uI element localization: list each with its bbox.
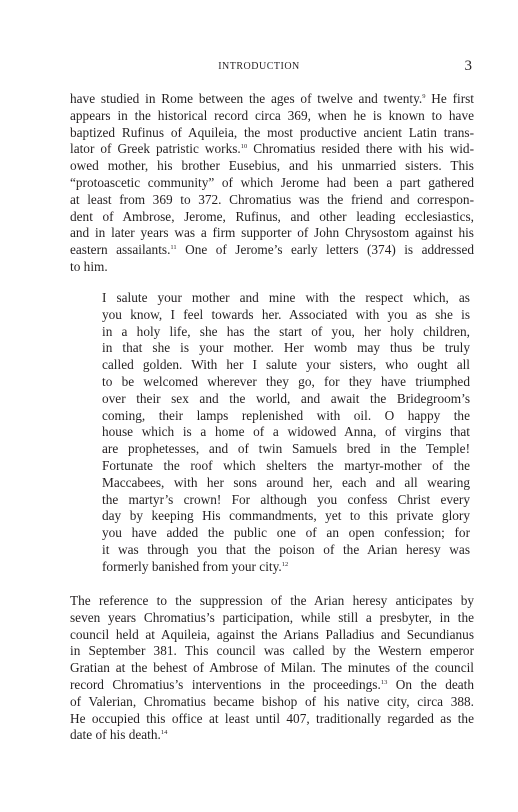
text-line: to him. [70, 258, 108, 274]
footnote-ref: 9 [422, 93, 426, 100]
text-line: in September 381. This council was called by the Western emperor [70, 643, 474, 659]
quote-line: I salute your mother and mine with the respect which, as [102, 290, 470, 305]
quote-line: Fortunate the roof which shelters the martyr-mother of the [102, 457, 470, 473]
text-line: date of his death.$^{14}$ [70, 727, 168, 743]
text-line: at least from 369 to 372. Chromatius was the friend and correspon- [70, 191, 474, 207]
quote-line: in a holy life, she has the start of you, her holy children, [102, 323, 470, 339]
text-line: The reference to the suppression of the Arian heresy anticipates by [70, 593, 474, 608]
text-line: have studied in Rome between the ages of twelve and twenty.$^9$ He first [70, 91, 474, 106]
text-line: baptized Rufinus of Aquileia, the most productive ancient Latin trans- [70, 124, 474, 140]
paragraph-1 [70, 91, 474, 276]
quote-line: formerly banished from your city.$^{12}$ [102, 558, 289, 574]
block-quote [102, 290, 470, 576]
text-line: appears in the historical record circa 369, when he is known to have [70, 107, 474, 123]
quote-line: called golden. With her I salute your sisters, who ought all [102, 357, 470, 373]
text-line: seven years Chromatius’s participation, while still a presbyter, in the [70, 609, 474, 625]
quote-line: day by keeping His commandments, yet to this private glory [102, 508, 470, 524]
quote-line: are prophetesses, and of twin Samuels bred in the Temple! [102, 441, 470, 457]
text-line: He occupied this office at least until 407, traditionally regarded as the [70, 710, 474, 726]
footnote-ref: 14 [160, 729, 168, 737]
quote-line: house which is a home of a widowed Anna, of virgins that [102, 424, 470, 440]
quote-line: it was through you that the poison of the Arian heresy was [102, 541, 470, 557]
text-line: lator of Greek patristic works.$^{10}$ Chromatius resided there with his wid- [70, 141, 474, 157]
quote-line: you know, I feel towards her. Associated with you as she is [102, 306, 470, 322]
quote-line: the martyr’s crown! For although you confess Christ every [102, 491, 470, 507]
text-line: Gratian at the behest of Ambrose of Milan. The minutes of the council [70, 660, 474, 676]
quote-line: in that she is your mother. Her womb may thus be truly [102, 340, 470, 356]
text-line: and in later years was a firm supporter of John Chrysostom against his [70, 225, 474, 241]
footnote-ref: 11 [170, 244, 177, 252]
paragraph-2 [70, 593, 474, 744]
footnote-ref: 12 [281, 560, 289, 568]
quote-line: to be welcomed wherever they go, for they have triumphed [102, 373, 470, 389]
text-line: of Valerian, Chromatius became bishop of his native city, circa 388. [70, 693, 474, 709]
footnote-ref: 10 [240, 143, 248, 151]
text-line: eastern assailants.$^{11}$ One of Jerome’s early letters (374) is addressed [70, 242, 474, 258]
text-line: council held at Aquileia, against the Arians Palladius and Secundianus [70, 626, 474, 642]
text-line: owed mother, his brother Eusebius, and his unmarried sisters. This [70, 158, 474, 174]
page-number: 3 [464, 58, 472, 74]
quote-line: coming, their lamps replenished with oil. O happy the [102, 407, 470, 423]
running-head-title: INTRODUCTION [218, 61, 300, 72]
quote-line: you have added the public one of an open confession; for [102, 525, 470, 541]
text-line: record Chromatius’s interventions in the proceedings.$^{13}$ On the death [70, 676, 475, 692]
quote-line: over their sex and the world, and await the Bridegroom’s [102, 390, 470, 406]
quote-line: Maccabees, with her sons around her, each and all wearing [102, 474, 470, 490]
footnote-ref: 13 [380, 678, 388, 686]
text-line: “protoascetic community” of which Jerome had been a part gathered [70, 174, 474, 190]
running-head [0, 58, 518, 78]
text-line: dent of Ambrose, Jerome, Rufinus, and other leading ecclesiastics, [70, 208, 474, 224]
